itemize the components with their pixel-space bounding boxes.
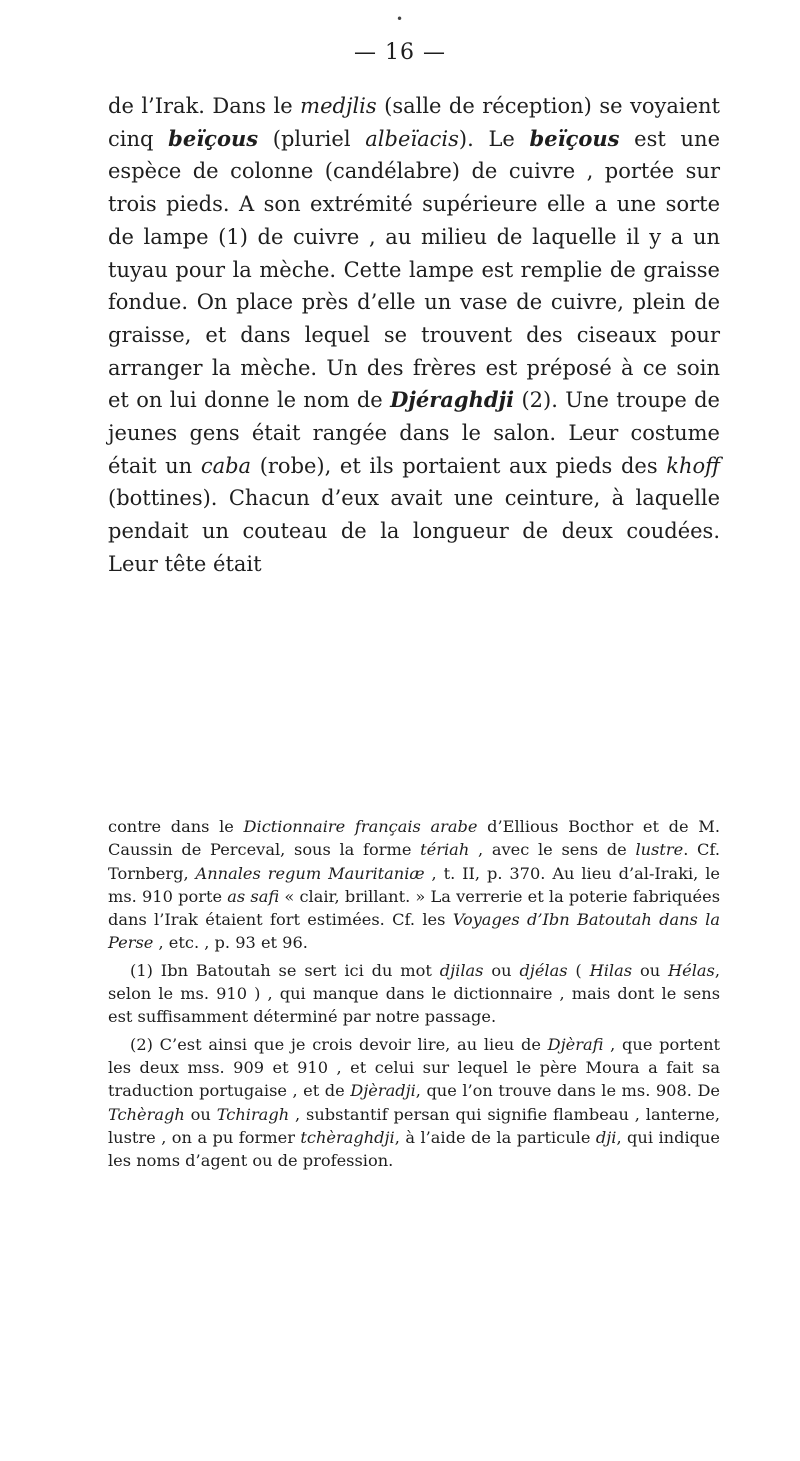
footnote-1: (1) Ibn Batoutah se sert ici du mot djilas ou djélas ( Hilas ou Hélas, selon le ms. 910 ) , qui manque dans le dictionnaire , mais dont le sens est suffisamment déterminé par notre passage. bbox=[108, 960, 720, 1027]
term-khoff: khoff bbox=[666, 453, 720, 478]
term-beicous: beïçous bbox=[529, 125, 620, 151]
main-paragraph: de l’Irak. Dans le medjlis (salle de réception) se voyaient cinq beïçous (pluriel albeïacis). Le beïçous est une espèce de colonne (candélabre) de cuivre , portée sur trois pieds. A son extrémité supérieure elle a une sorte de lampe (1) de cuivre , au milieu de laquelle il y a un tuyau pour la mèche. Cette lampe est remplie de graisse fondue. On place près d’elle un vase de cuivre, plein de graisse, et dans lequel se trouvent des ciseaux pour arranger la mèche. Un des frères est préposé à ce soin et on lui donne le nom de Djéraghdji (2). Une troupe de jeunes gens était rangée dans le salon. Leur costume était un caba (robe), et ils portaient aux pieds des khoff (bottines). Chacun d’eux avait une ceinture, à laquelle pendait un couteau de la longueur de deux coudées. Leur tête était bbox=[108, 94, 720, 576]
page-number: — 16 — bbox=[354, 40, 446, 65]
footnotes bbox=[108, 815, 720, 1176]
term-beicous: beïçous bbox=[168, 125, 259, 151]
term-medjlis: medjlis bbox=[300, 94, 377, 118]
page-mark: • bbox=[396, 12, 404, 26]
term-caba: caba bbox=[200, 453, 252, 478]
footnote-continuation: contre dans le Dictionnaire français arabe d’Ellious Bocthor et de M. Caussin de Perceval, sous la forme tériah , avec le sens de lustre. Cf. Tornberg, Annales regum Mauritaniæ , t. II, p. 370. Au lieu d’al-Iraki, le ms. 910 porte as safi « clair, brillant. » La verrerie et la poterie fabriquées dans l’Irak étaient fort estimées. Cf. les Voyages d’Ibn Batoutah dans la Perse , etc. , p. 93 et 96. bbox=[108, 817, 720, 953]
term-djeraghdji: Djéraghdji bbox=[390, 387, 515, 413]
term-albeiacis: albeïacis bbox=[365, 126, 459, 151]
footnote-2: (2) C’est ainsi que je crois devoir lire, au lieu de Djèrafi , que portent les deux mss. 909 et 910 , et celui sur lequel le père Moura a fait sa traduction portugaise , et de Djèradji, que l’on trouve dans le ms. 908. De Tchèragh ou Tchiragh , substantif persan qui signifie flambeau , lanterne, lustre , on a pu former tchèraghdji, à l’aide de la particule dji, qui indique les noms d’agent ou de profession. bbox=[108, 1034, 721, 1171]
